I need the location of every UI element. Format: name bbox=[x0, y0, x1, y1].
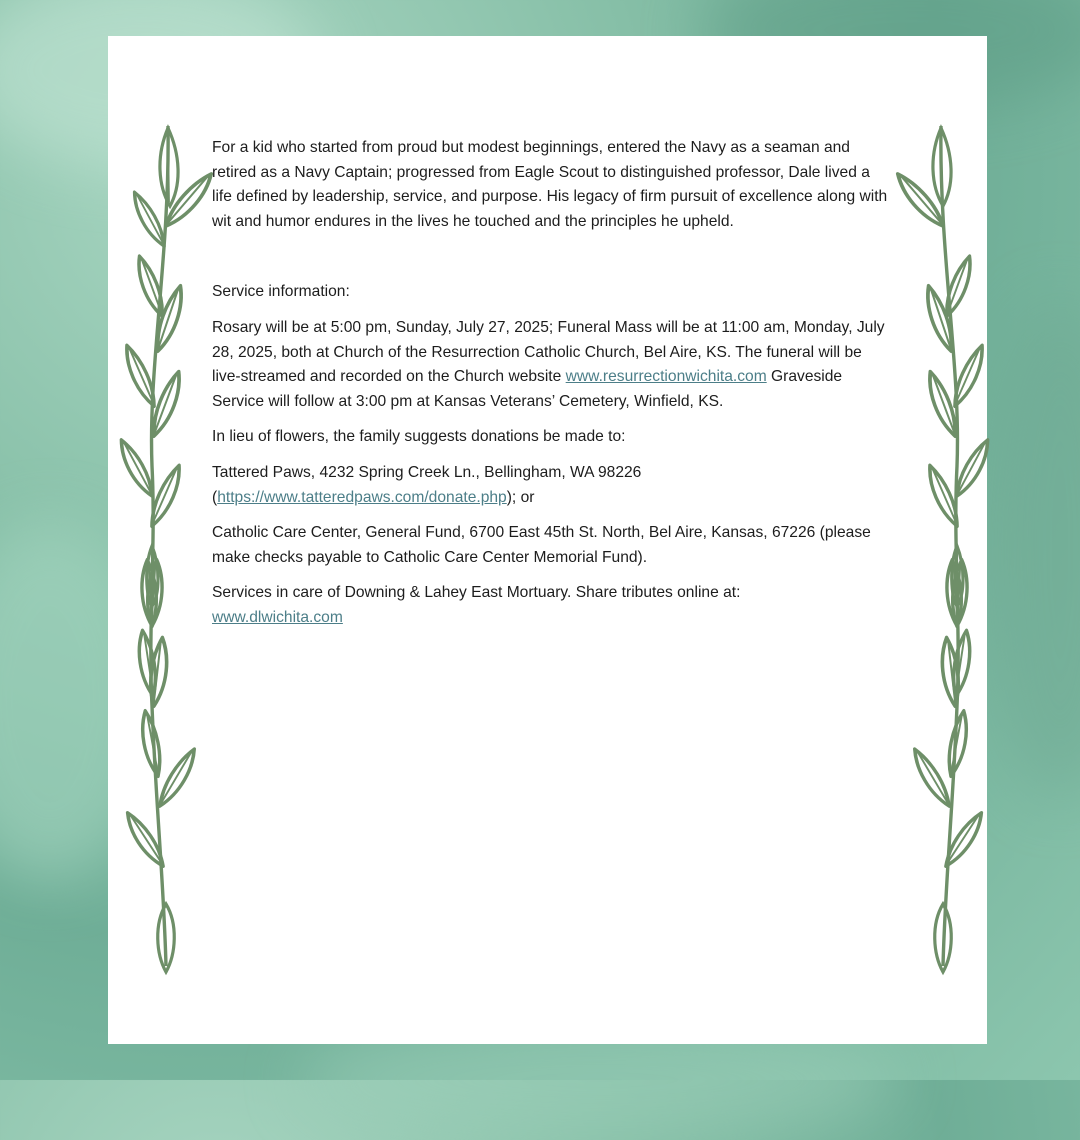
leaf-icon bbox=[117, 812, 173, 868]
intro-paragraph: For a kid who started from proud but modest beginnings, entered the Navy as a seaman and retired as a Navy Captain; progressed from Eagle Scout to distinguished professor, Dale lived a life defined by leadership, service, and purpose. His legacy of firm pursuit of excellence along with wit and humor endures in the lives he touched and the principles he upheld. bbox=[212, 139, 888, 230]
obituary-text bbox=[212, 136, 892, 631]
leaf-icon bbox=[131, 710, 171, 777]
service-details-text: Rosary will be at 5:00 pm, Sunday, July 27, 2025; Funeral Mass will be at 11:00 am, Monday, July 28, 2025, both at Church of the Resurrection Catholic Church, Bel Aire, KS. The funeral will be live-streamed and recorded on the Church website bbox=[212, 318, 885, 386]
leaf-icon bbox=[115, 345, 166, 408]
leaf-icon bbox=[110, 439, 163, 498]
tattered-paws-paragraph bbox=[212, 461, 892, 510]
obituary-page bbox=[108, 36, 987, 1044]
right-vine-decoration bbox=[893, 106, 1003, 976]
graveside-text: Graveside Service will follow at 3:00 pm at Kansas Veterans’ Cemetery, Winfield, KS. bbox=[212, 368, 843, 410]
paren-close: ); or bbox=[506, 488, 535, 506]
leaf-icon bbox=[936, 812, 992, 868]
leaf-icon bbox=[145, 285, 194, 352]
tattered-paws-donate-link[interactable]: https://www.tatteredpaws.com/donate.php bbox=[217, 488, 507, 506]
leaf-icon bbox=[946, 439, 999, 498]
mortuary-text: Services in care of Downing & Lahey East Mortuary. Share tributes online at: bbox=[212, 584, 741, 602]
leaf-icon bbox=[915, 285, 964, 352]
service-heading: Service information: bbox=[212, 283, 350, 301]
leaf-icon bbox=[943, 345, 994, 408]
catholic-care-paragraph: Catholic Care Center, General Fund, 6700 East 45th St. North, Bel Aire, Kansas, 67226 (please make checks payable to Catholic Care Center Memorial Fund). bbox=[212, 524, 871, 566]
left-vine-decoration bbox=[108, 106, 218, 976]
tattered-paws-address: Tattered Paws, 4232 Spring Creek Ln., Bellingham, WA 98226 bbox=[212, 463, 642, 481]
donations-intro: In lieu of flowers, the family suggests donations be made to: bbox=[212, 428, 626, 446]
service-details-paragraph bbox=[212, 316, 892, 414]
mortuary-paragraph bbox=[212, 581, 892, 630]
leaf-icon bbox=[938, 710, 978, 777]
paren-open: ( bbox=[212, 488, 218, 506]
mortuary-website-link[interactable]: www.dlwichita.com bbox=[212, 608, 343, 626]
church-website-link[interactable]: www.resurrectionwichita.com bbox=[565, 368, 767, 386]
